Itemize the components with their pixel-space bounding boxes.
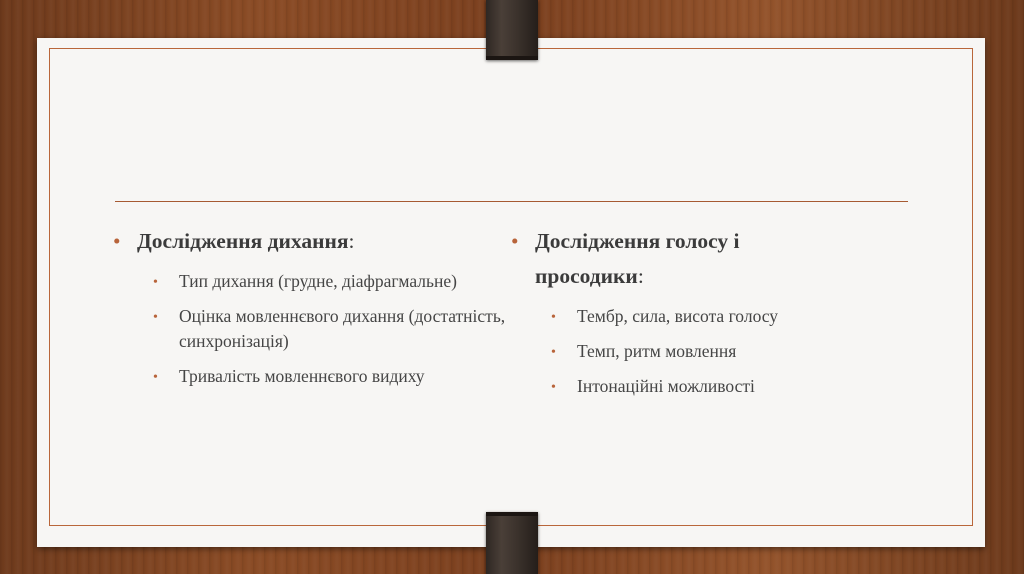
list-item-text: Інтонаційні можливості [577, 376, 755, 396]
list-item [152, 364, 512, 389]
list-item [550, 304, 840, 329]
list-item [152, 269, 512, 294]
title-divider-line [115, 201, 908, 202]
right-heading-colon: : [637, 264, 644, 288]
list-item-text: Тривалість мовленнєвого видиху [179, 366, 425, 386]
right-heading-text: Дослідження голосу і просодики [535, 229, 740, 288]
left-heading-text: Дослідження дихання [137, 229, 349, 253]
list-item [550, 374, 840, 399]
right-column [510, 224, 840, 399]
bullet-icon: • [113, 229, 121, 253]
bullet-icon: • [153, 275, 158, 290]
list-item-text: Тип дихання (грудне, діафрагмальне) [179, 271, 457, 291]
bullet-icon: • [153, 370, 158, 385]
list-item-text: Темп, ритм мовлення [577, 341, 737, 361]
bullet-icon: • [551, 380, 556, 395]
list-item [152, 304, 512, 354]
list-item-text: Оцінка мовленнєвого дихання (достатність, синхронізація) [179, 306, 506, 351]
left-heading-colon: : [348, 229, 355, 253]
left-column [112, 224, 512, 389]
list-item [550, 339, 840, 364]
bullet-icon: • [511, 229, 519, 253]
left-sub-list [112, 269, 512, 389]
right-sub-list [510, 304, 840, 399]
bullet-icon: • [153, 310, 158, 325]
right-heading [510, 224, 840, 294]
bullet-icon: • [551, 310, 556, 325]
bottom-binder-clip [486, 512, 538, 574]
bullet-icon: • [551, 345, 556, 360]
list-item-text: Тембр, сила, висота голосу [577, 306, 779, 326]
top-binder-clip [486, 0, 538, 60]
left-heading [112, 224, 512, 259]
